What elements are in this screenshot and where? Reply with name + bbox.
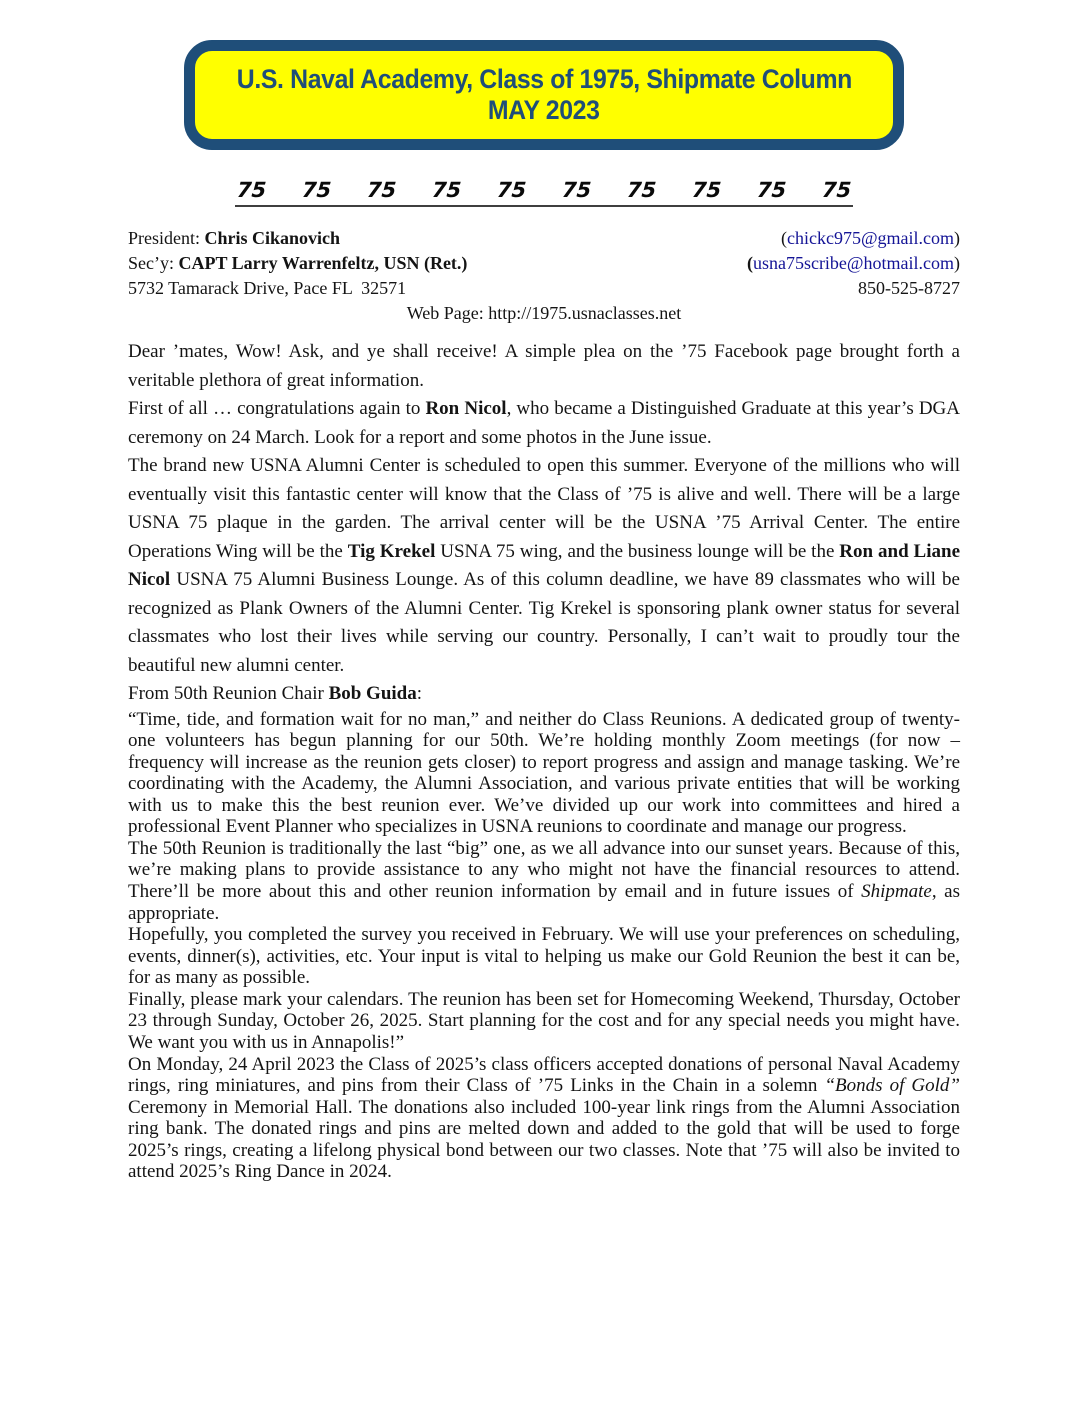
contact-right	[858, 276, 960, 301]
bonds-of-gold-paragraph	[128, 1054, 960, 1183]
reunion-quote-1	[128, 709, 960, 838]
separator-75: 75	[625, 178, 657, 202]
text: President:	[128, 228, 205, 248]
text: Hopefully, you completed the survey you received in February. We will use your preferences on scheduling, events, dinner(s), activities, etc. Your input is vital to helping us make our Gold Reunion the best it can be, for as many as possible.	[128, 924, 960, 989]
web-page-line	[128, 301, 960, 326]
text: USNA 75 wing, and the business lounge will be the	[435, 540, 840, 562]
text: USNA 75 Alumni Business Lounge. As of this column deadline, we have 89 classmates who will be recognized as Plank Owners of the Alumni Center. Tig Krekel is sponsoring plank owner status for several classmates who lost their lives while serving our country. Personally, I can’t wait to proudly tour the beautiful new alumni center.	[128, 569, 960, 676]
separator-75: 75	[301, 178, 333, 202]
bold-text: CAPT Larry Warrenfeltz, USN (Ret.)	[178, 253, 468, 273]
bold-text: (	[746, 253, 753, 273]
separator-75: 75	[431, 178, 462, 202]
ron-nicol-paragraph	[128, 395, 960, 452]
contact-left	[128, 251, 467, 276]
text: The 50th Reunion is traditionally the last “big” one, as we all advance into our sunset years. Because of this, we’re making plans to provide assistance to any who might not have the financial resources to attend. There’ll be more about this and other reunion information by email and in future issues of	[128, 837, 960, 902]
header-banner	[184, 40, 904, 150]
contact-row	[128, 226, 960, 251]
text: Finally, please mark your calendars. The reunion has been set for Homecoming Weekend, Thursday, October 23 through Sunday, October 26, 2025. Start planning for the cost and for any special needs you might have. We want you with us in Annapolis!”	[128, 988, 960, 1053]
email-link[interactable]: usna75scribe@hotmail.com	[752, 253, 954, 273]
text: )	[954, 253, 960, 273]
contact-left	[128, 226, 340, 251]
bold-text: Tig Krekel	[347, 540, 436, 562]
text: (	[780, 228, 787, 248]
separator-75: 75	[236, 178, 268, 202]
separator-75: 75	[690, 178, 722, 202]
contact-left	[128, 276, 406, 301]
contact-row	[128, 251, 960, 276]
text: The brand new USNA Alumni Center is scheduled to open this summer. Everyone of the millions who will eventually visit this fantastic center will know that the Class of ’75 is alive and well. There will be a large USNA 75 plaque in the garden. The arrival center will be the USNA ’75 Arrival Center. The entire Operations Wing will be the	[128, 455, 960, 562]
bold-text: Ron Nicol	[425, 398, 507, 419]
article-body	[128, 338, 960, 1183]
bold-text: Ron and Liane Nicol	[128, 540, 960, 590]
text: Web Page: http://1975.usnaclasses.net	[406, 303, 682, 323]
italic-text: “Bonds of Gold”	[824, 1075, 960, 1097]
contact-row	[128, 276, 960, 301]
bold-text: Chris Cikanovich	[204, 228, 341, 248]
separator-75: 75	[366, 178, 398, 202]
text: “Time, tide, and formation wait for no man,” and neither do Class Reunions. A dedicated group of twenty-one volunteers has begun planning for our 50th. We’re holding monthly Zoom meetings (for now – frequency will increase as the reunion gets closer) to report progress and assign and manage tasking. We’re coordinating with the Academy, the Alumni Association, and various private entities that will be working with us to make this the best reunion ever. We’ve divided up our work into committees and hired a professional Event Planner who specializes in USNA reunions to coordinate and manage our progress.	[128, 708, 960, 838]
reunion-chair-leadin	[128, 680, 960, 709]
text: On Monday, 24 April 2023 the Class of 2025’s class officers accepted donations of personal Naval Academy rings, ring miniatures, and pins from their Class of ’75 Links in the Chain in a solemn	[128, 1053, 960, 1097]
text: From 50th Reunion Chair	[128, 683, 329, 704]
text: Ceremony in Memorial Hall. The donations also included 100-year link rings from the Alumni Association ring bank. The donated rings and pins are melted down and added to the gold that will be used to forge 2025’s rings, creating a lifelong physical bond between our two classes. Note that ’75 will also be invited to attend 2025’s Ring Dance in 2024.	[128, 1096, 960, 1183]
text: Dear ’mates, Wow! Ask, and ye shall receive! A simple plea on the ’75 Facebook page brought forth a veritable plethora of great information.	[128, 341, 960, 391]
text: 5732 Tamarack Drive, Pace FL 32571	[128, 278, 407, 298]
reunion-quote-3	[128, 924, 960, 989]
text: , as appropriate.	[128, 881, 960, 924]
intro-paragraph	[128, 338, 960, 395]
banner-title-line1: U.S. Naval Academy, Class of 1975, Shipmate Column	[236, 64, 852, 94]
seventy-five-separator	[235, 177, 853, 207]
text: Sec’y:	[128, 253, 179, 273]
contact-right	[747, 251, 960, 276]
separator-75: 75	[755, 178, 787, 202]
text: First of all … congratulations again to	[128, 398, 426, 419]
contact-block	[128, 226, 960, 326]
italic-text: Shipmate	[861, 881, 932, 902]
text: )	[954, 228, 960, 248]
bold-text: Bob Guida	[328, 683, 417, 704]
reunion-quote-2	[128, 838, 960, 924]
text: 850-525-8727	[858, 278, 960, 298]
separator-75: 75	[561, 178, 592, 202]
email-link[interactable]: chickc975@gmail.com	[786, 228, 954, 248]
contact-right	[781, 226, 960, 251]
separator-75: 75	[820, 178, 852, 202]
banner-title-line2: MAY 2023	[488, 95, 600, 125]
text: , who became a Distinguished Graduate at this year’s DGA ceremony on 24 March. Look for a report and some photos in the June issue.	[128, 398, 960, 448]
text: :	[416, 683, 423, 704]
reunion-quote-4	[128, 989, 960, 1054]
alumni-center-paragraph	[128, 452, 960, 680]
separator-75: 75	[496, 178, 527, 202]
